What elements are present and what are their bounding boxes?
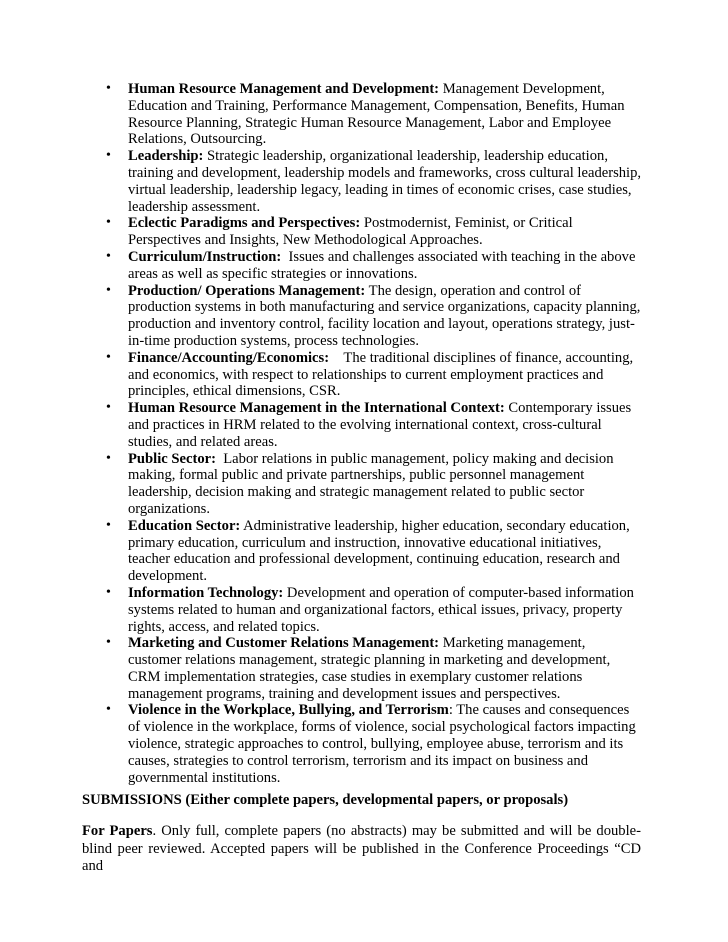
list-item	[82, 283, 642, 350]
papers-lead: For Papers	[82, 823, 153, 839]
list-item	[82, 400, 642, 450]
bullet-icon: •	[106, 450, 111, 466]
bullet-icon: •	[106, 584, 111, 600]
topic-text: Labor relations in public management, policy making and decision making, formal public and private partnerships, public personnel management leadership, decision making and strategic management related to public sector organizations.	[128, 450, 618, 517]
bullet-icon: •	[106, 148, 111, 164]
list-item	[82, 585, 642, 635]
topic-title: Leadership:	[128, 148, 204, 165]
papers-paragraph	[82, 823, 641, 876]
topic-text: Administrative leadership, higher education, secondary education, primary education, curriculum and instruction, innovative educational initiatives, teacher education and professional development, continuing education, research and development.	[128, 517, 630, 585]
list-item	[82, 635, 642, 702]
topic-text: Development and operation of computer-based information systems related to human and organizational factors, ethical issues, privacy, property rights, access, and related topics.	[128, 584, 634, 635]
bullet-icon: •	[106, 400, 111, 416]
topic-text: The traditional disciplines of finance, accounting, and economics, with respect to relationships to current employment practices and principles, ethical dimensions, CSR.	[128, 349, 637, 400]
topic-title: Production/ Operations Management:	[128, 282, 366, 299]
submissions-heading: SUBMISSIONS (Either complete papers, developmental papers, or proposals)	[82, 792, 569, 808]
list-item	[82, 215, 642, 249]
topic-title: Curriculum/Instruction:	[128, 248, 282, 265]
topic-text: : The causes and consequences of violence in the workplace, forms of violence, social psychological factors impacting violence, strategic approaches to control, bullying, employee abuse, terrorism and its causes, strategies to control terrorism, terrorism and its impact on business and governmental institutions.	[128, 702, 636, 786]
list-item	[82, 249, 642, 283]
bullet-icon: •	[106, 702, 111, 718]
topic-title: Education Sector:	[128, 517, 241, 534]
topic-text: The design, operation and control of production systems in both manufacturing and service organizations, capacity planning, production and inventory control, facility location and layout, operations strategy, just-in-time production systems, process technologies.	[128, 282, 641, 349]
topic-list	[82, 81, 642, 786]
topic-title: Violence in the Workplace, Bullying, and Terrorism	[128, 702, 449, 719]
list-item	[82, 81, 642, 148]
bullet-icon: •	[106, 215, 111, 231]
bullet-icon: •	[106, 248, 111, 264]
topic-title: Public Sector:	[128, 450, 216, 467]
bullet-icon: •	[106, 349, 111, 365]
topic-title: Eclectic Paradigms and Perspectives:	[128, 215, 361, 232]
topic-title: Human Resource Management and Development:	[128, 81, 440, 97]
list-item	[82, 148, 642, 215]
bullet-icon: •	[106, 81, 111, 96]
topic-text: Marketing management, customer relations management, strategic planning in marketing and development, CRM implementation strategies, case studies in exemplary customer relations management programs, training and development issues and perspectives.	[128, 635, 611, 702]
bullet-icon: •	[106, 282, 111, 298]
bullet-icon: •	[106, 635, 111, 651]
topic-title: Finance/Accounting/Economics:	[128, 349, 330, 366]
topic-text: Strategic leadership, organizational leadership, leadership education, training and development, leadership models and frameworks, cross cultural leadership, virtual leadership, leadership legacy, leading in times of economic crises, case studies, leadership assessment.	[128, 148, 642, 215]
topic-text: Contemporary issues and practices in HRM related to the evolving international context, cross-cultural studies, and related areas.	[128, 400, 632, 450]
list-item	[82, 702, 642, 786]
topic-text: Management Development, Education and Training, Performance Management, Compensation, Benefits, Human Resource Planning, Strategic Human Resource Management, Labor and Employee Relations, Outsourcing.	[128, 81, 625, 148]
list-item	[82, 451, 642, 518]
papers-text: . Only full, complete papers (no abstracts) may be submitted and will be double-blind peer reviewed. Accepted papers will be published in the Conference Proceedings “CD and	[82, 823, 641, 874]
topic-text: Postmodernist, Feminist, or Critical Perspectives and Insights, New Methodological Approaches.	[128, 215, 573, 249]
list-item	[82, 350, 642, 400]
topic-text: Issues and challenges associated with teaching in the above areas as well as specific strategies or innovations.	[128, 248, 640, 282]
topic-title: Human Resource Management in the International Context:	[128, 400, 505, 417]
topic-title: Information Technology:	[128, 584, 284, 601]
list-item	[82, 518, 642, 585]
bullet-icon: •	[106, 517, 111, 533]
topic-title: Marketing and Customer Relations Management:	[128, 635, 440, 652]
